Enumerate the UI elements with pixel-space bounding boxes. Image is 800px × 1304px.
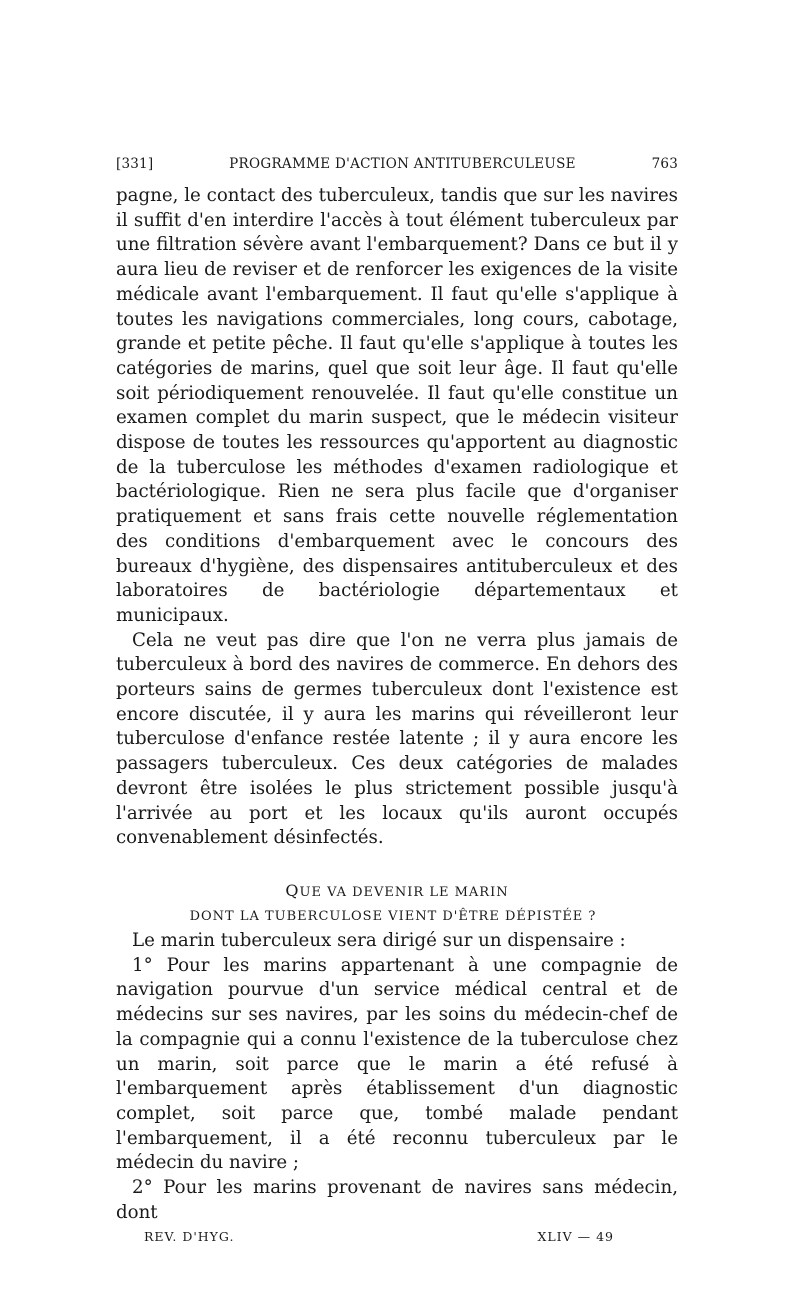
section-heading-line2: DONT LA TUBERCULOSE VIENT D'ÊTRE DÉPISTÉE ? <box>189 908 597 924</box>
paragraph-continuation: pagne, le contact des tuberculeux, tandis que sur les navires il suffit d'en interdire l'accès à tout élément tuberculeux par une filtration sévère avant l'embarquement? Dans ce but il y aura lieu de reviser et de renforcer les exigences de la visite médicale avant l'embarquement. Il faut qu'elle s'applique à toutes les navigations commerciales, long cours, cabotage, grande et petite pêche. Il faut qu'elle s'applique à toutes les catégories de marins, quel que soit leur âge. Il faut qu'elle soit périodiquement renouvelée. Il faut qu'elle constitue un examen complet du marin suspect, que le médecin visiteur dispose de toutes les ressources qu'apportent au diagnostic de la tuberculose les méthodes d'examen radiologique et bactériologique. Rien ne sera plus facile que d'organiser pratiquement et sans frais cette nouvelle réglementation des conditions d'embarquement avec le concours des bureaux d'hygiène, des dispensaires antituberculeux et des laboratoires de bactériologie départementaux et municipaux. <box>116 185 678 626</box>
paragraph: Cela ne veut pas dire que l'on ne verra plus jamais de tuberculeux à bord des navires de commerce. En dehors des porteurs sains de germes tuberculeux dont l'existence est encore discutée, il y aura les marins qui réveilleront leur tuberculose d'enfance restée latente ; il y aura encore les passagers tuberculeux. Ces deux catégories de malades devront être isolées le plus strictement possible jusqu'à l'arrivée au port et les locaux qu'ils auront occupés convenablement désinfectés. <box>116 629 678 849</box>
paragraph-item-2: 2° Pour les marins provenant de navires sans médecin, dont <box>116 1177 678 1223</box>
footer-journal: REV. D'HYG. <box>144 1229 235 1245</box>
page-footer <box>116 1229 678 1244</box>
paragraph-item-1: 1° Pour les marins appartenant à une compagnie de navigation pourvue d'un service médical central et de médecins sur ses navires, par les soins du médecin-chef de la compagnie qui a connu l'existence de la tuberculose chez un marin, soit parce que le marin a été refusé à l'embarquement après établissement d'un diagnostic complet, soit parce que, tombé malade pendant l'embarquement, il a été reconnu tuberculeux par le médecin du navire ; <box>116 954 678 1174</box>
paragraph: Le marin tuberculeux sera dirigé sur un dispensaire : <box>132 929 626 951</box>
header-title: PROGRAMME D'ACTION ANTITUBERCULEUSE <box>229 156 576 172</box>
header-section-number: [331] <box>116 156 154 172</box>
footer-signature: XLIV — 49 <box>537 1229 614 1245</box>
page-number: 763 <box>651 156 678 172</box>
body-text <box>116 184 678 1225</box>
section-heading-initial: Q <box>285 880 300 900</box>
section-heading-line1: UE VA DEVENIR LE MARIN <box>299 884 509 900</box>
page <box>116 156 678 1244</box>
section-heading <box>116 879 678 929</box>
running-header <box>116 156 678 178</box>
